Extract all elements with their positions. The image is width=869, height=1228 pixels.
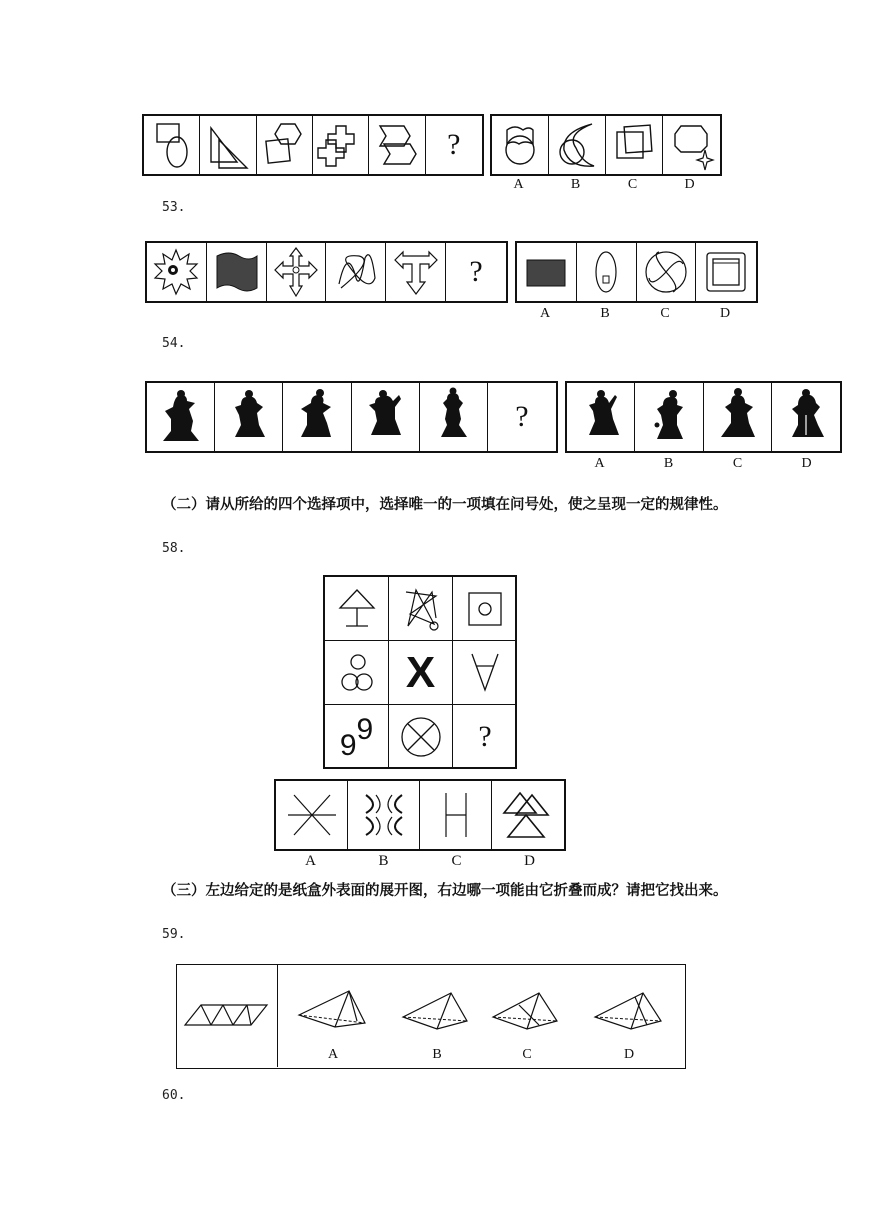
section-three-instructions: （三）左边给定的是纸盒外表面的展开图，右边哪一项能由它折叠而成？请把它找出来。 bbox=[162, 883, 728, 899]
nested-squares-icon bbox=[699, 244, 753, 300]
q53-option-b[interactable] bbox=[549, 116, 606, 174]
nine-big-glyph: 9 bbox=[356, 713, 374, 746]
square-circle-icon bbox=[460, 584, 510, 634]
q55-seq-cell-question bbox=[488, 383, 556, 451]
q54-label-b: B bbox=[600, 306, 610, 321]
tetrahedron-icon bbox=[591, 985, 667, 1045]
q54-option-a[interactable] bbox=[517, 243, 577, 301]
q53-option-c[interactable] bbox=[606, 116, 663, 174]
q53-seq-cell-1 bbox=[144, 116, 200, 174]
q58-option-a[interactable] bbox=[276, 781, 348, 849]
q53-seq-cell-question bbox=[426, 116, 482, 174]
figure-silhouette-icon bbox=[151, 385, 211, 449]
hexagon-square-icon bbox=[259, 118, 309, 172]
q54-question-mark: ? bbox=[469, 255, 483, 288]
arrow-up-post-icon bbox=[332, 584, 382, 634]
q53-seq-cell-5 bbox=[369, 116, 425, 174]
three-circles-icon bbox=[332, 648, 382, 698]
q59-figure-box bbox=[176, 964, 686, 1069]
q58-label-a: A bbox=[305, 853, 316, 869]
q54-option-d[interactable] bbox=[696, 243, 756, 301]
q58-cell-7 bbox=[325, 705, 389, 769]
octagon-star-icon bbox=[667, 118, 717, 172]
q58-cell-8 bbox=[389, 705, 453, 769]
q58-cell-4 bbox=[325, 641, 389, 705]
q58-option-b[interactable] bbox=[348, 781, 420, 849]
q59-label-b: B bbox=[432, 1047, 442, 1062]
q53-option-d[interactable] bbox=[663, 116, 720, 174]
q54-seq-cell-5 bbox=[386, 243, 446, 301]
q55-seq-cell-5 bbox=[420, 383, 488, 451]
q58-label-b: B bbox=[378, 853, 389, 869]
q59-option-b[interactable] bbox=[399, 985, 475, 1049]
q53-question-mark: ? bbox=[447, 128, 461, 161]
q54-sequence-strip bbox=[145, 241, 508, 303]
q53-label-c: C bbox=[627, 177, 638, 192]
q54-seq-cell-2 bbox=[207, 243, 267, 301]
figure-silhouette-icon bbox=[355, 385, 415, 449]
q53-label-d: D bbox=[684, 177, 695, 192]
q54-option-c[interactable] bbox=[637, 243, 697, 301]
circle-x-icon bbox=[396, 712, 446, 762]
q58-cell-1 bbox=[325, 577, 389, 641]
wavy-flag-icon bbox=[209, 244, 263, 300]
q58-question-mark: ? bbox=[478, 720, 492, 753]
figure-silhouette-icon bbox=[423, 385, 483, 449]
q54-label-c: C bbox=[660, 306, 670, 321]
tetrahedron-icon bbox=[489, 985, 565, 1045]
q59-label-a: A bbox=[327, 1047, 339, 1062]
h-shape-icon bbox=[426, 785, 486, 845]
asterisk-lines-icon bbox=[282, 785, 342, 845]
starburst-icon bbox=[149, 244, 203, 300]
q55-option-c[interactable] bbox=[704, 383, 772, 451]
q53-options-strip bbox=[490, 114, 722, 176]
q58-cell-5 bbox=[389, 641, 453, 705]
q55-seq-cell-4 bbox=[352, 383, 420, 451]
figure-silhouette-icon bbox=[287, 385, 347, 449]
q54-seq-cell-1 bbox=[147, 243, 207, 301]
flag-circle-icon bbox=[495, 118, 545, 172]
triangle-net-icon bbox=[177, 965, 277, 1065]
q53-seq-cell-4 bbox=[313, 116, 369, 174]
figure-silhouette-icon bbox=[707, 385, 767, 449]
q54-options-strip bbox=[515, 241, 758, 303]
q59-option-labels bbox=[295, 1047, 667, 1063]
q53-seq-cell-2 bbox=[200, 116, 256, 174]
q58-label-c: C bbox=[451, 853, 462, 869]
q54-seq-cell-3 bbox=[267, 243, 327, 301]
q58-matrix bbox=[323, 575, 517, 769]
q54-option-b[interactable] bbox=[577, 243, 637, 301]
crescent-circle-icon bbox=[552, 118, 602, 172]
triangles-icon bbox=[203, 118, 253, 172]
ellipse-square-icon bbox=[579, 244, 633, 300]
figure-silhouette-icon bbox=[219, 385, 279, 449]
q55-sequence-strip bbox=[145, 381, 558, 453]
q55-label-a: A bbox=[594, 456, 605, 471]
q55-label-b: B bbox=[663, 456, 674, 471]
rect-ellipse-icon bbox=[147, 118, 197, 172]
section-two-instructions: （二）请从所给的四个选择项中，选择唯一的一项填在问号处，使之呈现一定的规律性。 bbox=[162, 497, 728, 513]
q59-net-panel bbox=[177, 965, 278, 1067]
stacked-triangles-icon bbox=[498, 785, 558, 845]
q58-option-d[interactable] bbox=[492, 781, 564, 849]
tetrahedron-icon bbox=[295, 985, 371, 1045]
q59-option-a[interactable] bbox=[295, 985, 371, 1049]
q55-options-strip bbox=[565, 381, 842, 453]
q58-options-strip bbox=[274, 779, 566, 851]
q58-cell-2 bbox=[389, 577, 453, 641]
figure-silhouette-icon bbox=[776, 385, 836, 449]
q58-cell-3 bbox=[453, 577, 517, 641]
q54-seq-cell-4 bbox=[326, 243, 386, 301]
q54-label-d: D bbox=[719, 306, 731, 321]
q53-seq-cell-3 bbox=[257, 116, 313, 174]
crescents-icon bbox=[354, 785, 414, 845]
q55-label-d: D bbox=[801, 456, 812, 471]
q54-seq-cell-question bbox=[446, 243, 506, 301]
scribble-loops-icon bbox=[329, 244, 383, 300]
q60-number: 60. bbox=[162, 1088, 186, 1103]
crosses-icon bbox=[316, 118, 366, 172]
q55-seq-cell-2 bbox=[215, 383, 283, 451]
q55-question-mark: ? bbox=[515, 400, 529, 433]
t-arrows-icon bbox=[389, 244, 443, 300]
q55-option-d[interactable] bbox=[772, 383, 840, 451]
q55-seq-cell-3 bbox=[283, 383, 351, 451]
q59-option-d[interactable] bbox=[591, 985, 667, 1049]
q55-seq-cell-1 bbox=[147, 383, 215, 451]
q59-option-c[interactable] bbox=[489, 985, 565, 1049]
q55-option-a[interactable] bbox=[567, 383, 635, 451]
tetrahedron-icon bbox=[399, 985, 475, 1045]
q55-option-b[interactable] bbox=[635, 383, 703, 451]
figure-silhouette-icon bbox=[571, 385, 631, 449]
overlapping-squares-icon bbox=[609, 118, 659, 172]
q55-label-c: C bbox=[732, 456, 743, 471]
q53-label-a: A bbox=[513, 177, 524, 192]
q55-option-labels bbox=[565, 456, 841, 472]
q53-number: 53. bbox=[162, 200, 186, 215]
q54-option-labels bbox=[515, 306, 755, 322]
v-shape-icon bbox=[460, 648, 510, 698]
big-x-glyph: X bbox=[405, 647, 436, 697]
q54-label-a: A bbox=[539, 306, 551, 321]
four-arrows-icon bbox=[269, 244, 323, 300]
q58-option-c[interactable] bbox=[420, 781, 492, 849]
q53-option-labels bbox=[490, 177, 718, 193]
q58-cell-question bbox=[453, 705, 517, 769]
q58-number: 58. bbox=[162, 541, 186, 556]
q53-sequence-strip bbox=[142, 114, 484, 176]
q58-label-d: D bbox=[524, 853, 535, 869]
figure-silhouette-icon bbox=[639, 385, 699, 449]
q59-number: 59. bbox=[162, 927, 186, 942]
filled-rectangle-icon bbox=[519, 244, 573, 300]
chevron-shapes-icon bbox=[372, 118, 422, 172]
pinwheel-icon bbox=[639, 244, 693, 300]
q53-label-b: B bbox=[570, 177, 581, 192]
q59-label-c: C bbox=[522, 1047, 532, 1062]
q58-option-labels bbox=[274, 853, 566, 870]
q53-option-a[interactable] bbox=[492, 116, 549, 174]
q58-cell-6 bbox=[453, 641, 517, 705]
nine-small-glyph: 9 bbox=[339, 729, 357, 762]
q54-number: 54. bbox=[162, 336, 186, 351]
q59-label-d: D bbox=[623, 1047, 635, 1062]
scribble-circle-icon bbox=[396, 584, 446, 634]
